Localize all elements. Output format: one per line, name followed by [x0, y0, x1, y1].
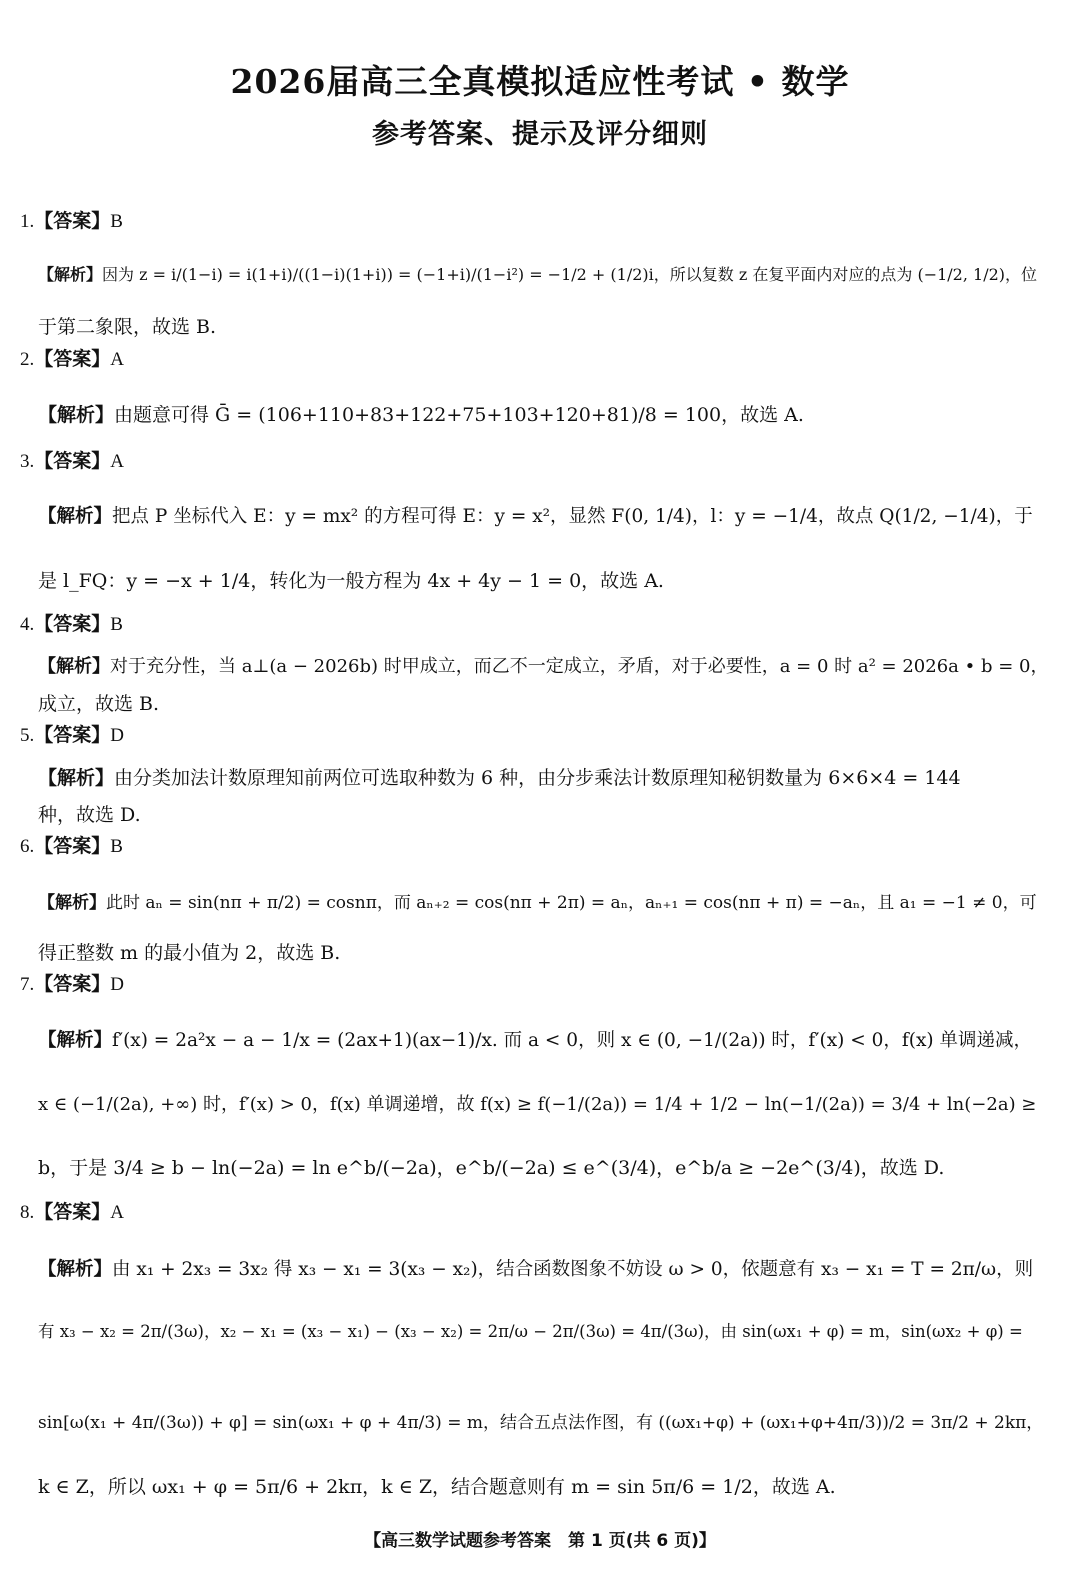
analysis-text: 由 x₁ + 2x₃ = 3x₂ 得 x₃ − x₁ = 3(x₃ − x₂)，结合函数图象不妨设 ω > 0，依题意有 x₃ − x₁ = T = 2π/ω，则 — [112, 1259, 1034, 1280]
item-number: 3. — [20, 451, 35, 472]
answer-7 — [20, 975, 1060, 994]
analysis-tag: 【解析】 — [38, 1030, 113, 1051]
analysis-line — [38, 652, 1048, 678]
page-title: 2026届高三全真模拟适应性考试 • 数学 — [230, 62, 850, 101]
answer-1 — [20, 212, 1060, 231]
answer-value: A — [110, 349, 124, 370]
analysis-line — [38, 262, 1048, 285]
analysis-text: f′(x) = 2a²x − a − 1/x = (2ax+1)(ax−1)/x. 而 a < 0，则 x ∈ (0, −1/(2a)) 时，f′(x) < 0，f(x) 单调递减， — [112, 1030, 1032, 1051]
analysis-text: 有 x₃ − x₂ = 2π/(3ω)，x₂ − x₁ = (x₃ − x₁) − (x₃ − x₂) = 2π/ω − 2π/(3ω) = 4π/(3ω)，由 sin(ωx₁ + φ) = m，sin(ωx₂ + φ) = — [38, 1322, 1023, 1341]
analysis-text: sin[ω(x₁ + 4π/(3ω)) + φ] = sin(ωx₁ + φ + 4π/3) = m，结合五点法作图，有 ((ωx₁+φ) + (ωx₁+φ+4π/3))/2 = 3π/2 + 2kπ， — [38, 1413, 1044, 1433]
analysis-tag: 【解析】 — [38, 506, 113, 527]
analysis-text: 种，故选 D. — [38, 804, 141, 826]
analysis-line — [38, 1472, 1048, 1499]
page-footer: 【高三数学试题参考答案 第 1 页(共 6 页)】 — [364, 1531, 716, 1551]
analysis-line — [38, 1090, 1048, 1116]
analysis-line — [38, 1153, 1048, 1180]
answer-6 — [20, 837, 1060, 856]
analysis-line — [38, 938, 1048, 965]
analysis-line — [38, 763, 1048, 790]
analysis-line — [38, 502, 1048, 528]
analysis-text: 把点 P 坐标代入 E：y = mx² 的方程可得 E：y = x²，显然 F(0, 1/4)，l：y = −1/4，故点 Q(1/2, −1/4)，于 — [112, 506, 1033, 527]
analysis-line — [38, 566, 1048, 593]
answer-value: D — [110, 725, 124, 746]
analysis-text: 因为 z = i/(1−i) = i(1+i)/((1−i)(1+i)) = (−1+i)/(1−i²) = −1/2 + (1/2)i，所以复数 z 在复平面内对应的点为 (−1/2, 1/2)，位 — [102, 265, 1038, 284]
answer-3 — [20, 452, 1060, 471]
analysis-text: 成立，故选 B. — [38, 693, 160, 715]
analysis-line — [38, 1255, 1048, 1281]
analysis-line — [38, 1026, 1048, 1052]
analysis-line — [38, 689, 1048, 716]
analysis-text: b，于是 3/4 ≥ b − ln(−2a) = ln e^b/(−2a)，e^b/(−2a) ≤ e^(3/4)，e^b/a ≥ −2e^(3/4)，故选 D. — [38, 1157, 945, 1179]
answer-2 — [20, 350, 1060, 369]
analysis-tag: 【解析】 — [38, 404, 115, 426]
answer-tag: 【答案】 — [34, 210, 111, 232]
answer-value: B — [110, 614, 123, 635]
analysis-line — [38, 800, 1048, 827]
answer-tag: 【答案】 — [34, 450, 111, 472]
answer-tag: 【答案】 — [34, 835, 111, 857]
item-number: 5. — [20, 725, 35, 746]
item-number: 7. — [20, 974, 35, 995]
item-number: 1. — [20, 211, 35, 232]
analysis-text: 此时 aₙ = sin(nπ + π/2) = cosnπ，而 aₙ₊₂ = cos(nπ + 2π) = aₙ，aₙ₊₁ = cos(nπ + π) = −aₙ，且 a₁ = −1 ≠ 0，可 — [106, 893, 1037, 913]
analysis-tag: 【解析】 — [38, 893, 106, 913]
page-subtitle: 参考答案、提示及评分细则 — [372, 119, 708, 150]
analysis-line — [38, 312, 1048, 339]
analysis-text: 是 l_FQ：y = −x + 1/4，转化为一般方程为 4x + 4y − 1 = 0，故选 A. — [38, 570, 664, 592]
analysis-tag: 【解析】 — [38, 767, 115, 789]
analysis-tag: 【解析】 — [38, 656, 110, 677]
answer-value: B — [110, 211, 123, 232]
analysis-tag: 【解析】 — [38, 265, 103, 284]
answer-tag: 【答案】 — [34, 973, 111, 995]
analysis-line — [38, 888, 1048, 913]
answer-5 — [20, 726, 1060, 745]
item-number: 8. — [20, 1202, 35, 1223]
answer-tag: 【答案】 — [34, 724, 111, 746]
answer-tag: 【答案】 — [34, 1201, 111, 1223]
item-number: 4. — [20, 614, 35, 635]
analysis-text: 得正整数 m 的最小值为 2，故选 B. — [38, 942, 341, 964]
analysis-text: 于第二象限，故选 B. — [38, 316, 217, 338]
analysis-tag: 【解析】 — [38, 1259, 113, 1280]
answer-value: B — [110, 836, 123, 857]
answer-4 — [20, 615, 1060, 634]
answer-tag: 【答案】 — [34, 348, 111, 370]
analysis-text: k ∈ Z，所以 ωx₁ + φ = 5π/6 + 2kπ，k ∈ Z，结合题意则有 m = sin 5π/6 = 1/2，故选 A. — [38, 1476, 836, 1498]
answer-value: A — [110, 451, 124, 472]
answer-value: D — [110, 974, 124, 995]
answer-tag: 【答案】 — [34, 613, 111, 635]
answer-value: A — [110, 1202, 124, 1223]
analysis-line — [38, 400, 1048, 427]
answer-8 — [20, 1203, 1060, 1222]
analysis-text: 对于充分性，当 a⊥(a − 2026b) 时甲成立，而乙不一定成立，矛盾，对于必要性，a = 0 时 a² = 2026a • b = 0， — [110, 656, 1049, 677]
analysis-line — [38, 1318, 1048, 1342]
analysis-line — [38, 1408, 1048, 1433]
item-number: 6. — [20, 836, 35, 857]
item-number: 2. — [20, 349, 35, 370]
analysis-text: 由分类加法计数原理知前两位可选取种数为 6 种，由分步乘法计数原理知秘钥数量为 6×6×4 = 144 — [114, 767, 961, 789]
analysis-text: x ∈ (−1/(2a), +∞) 时，f′(x) > 0，f(x) 单调递增，故 f(x) ≥ f(−1/(2a)) = 1/4 + 1/2 − ln(−1/(2a)) = 3/4 + ln(−2a) ≥ — [38, 1094, 1037, 1115]
analysis-text: 由题意可得 Ḡ = (106+110+83+122+75+103+120+81)/8 = 100，故选 A. — [114, 404, 804, 426]
